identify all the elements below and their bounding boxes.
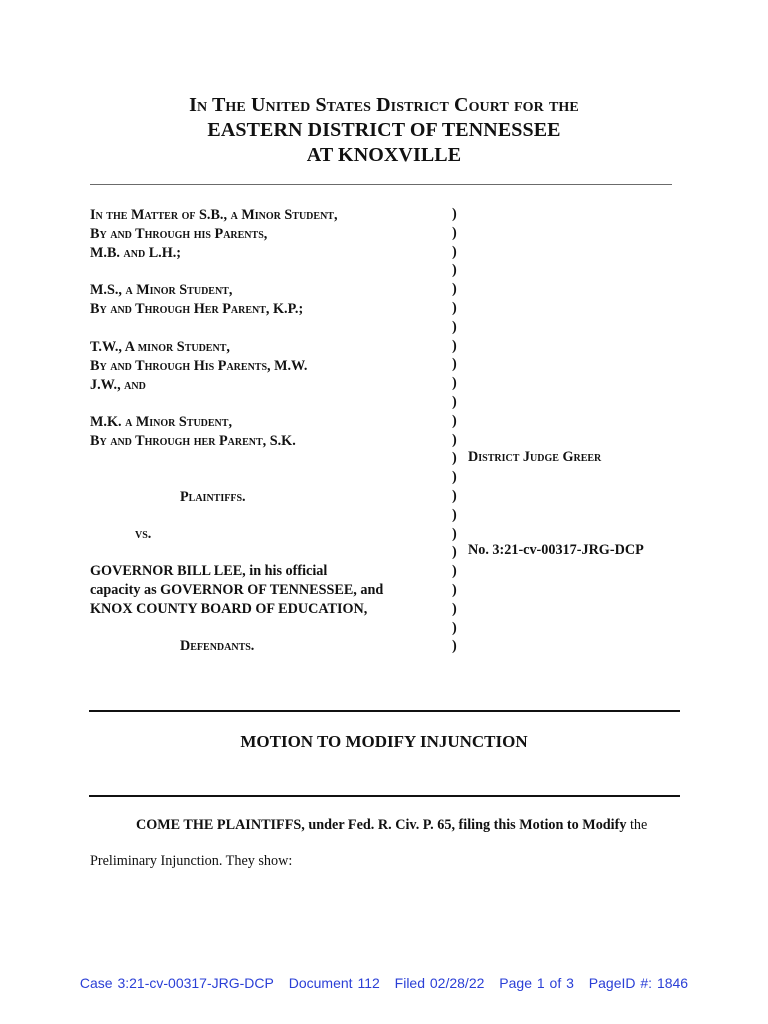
caption-paren: ) (452, 318, 457, 335)
plaintiff-line: M.K. a Minor Student, (90, 414, 232, 430)
body-paragraph-1 (136, 817, 647, 834)
caption-paren: ) (452, 525, 457, 542)
caption-paren: ) (452, 563, 457, 580)
defendants-label: Defendants. (180, 638, 255, 654)
caption-paren: ) (452, 450, 457, 467)
court-location: AT KNOXVILLE (306, 144, 462, 166)
caption-paren: ) (452, 262, 457, 279)
caption-paren: ) (452, 544, 457, 561)
caption-paren: ) (452, 506, 457, 523)
plaintiff-line: J.W., and (90, 377, 146, 393)
plaintiff-line: By and Through His Parents, M.W. (90, 358, 308, 374)
header-divider (90, 184, 672, 185)
plaintiff-line: T.W., A minor Student, (90, 339, 230, 355)
body-paragraph-2: Preliminary Injunction. They show: (90, 853, 293, 869)
plaintiff-line: By and Through his Parents, (90, 226, 268, 242)
title-top-rule (89, 710, 680, 712)
court-district: EASTERN DISTRICT OF TENNESSEE (207, 119, 561, 141)
caption-paren: ) (452, 206, 457, 222)
case-number: No. 3:21-cv-00317-JRG-DCP (468, 542, 644, 558)
caption-paren: ) (452, 281, 457, 298)
footer-pageid: PageID #: 1846 (588, 975, 689, 991)
footer-filed: Filed 02/28/22 (394, 975, 485, 991)
defendant-line: GOVERNOR BILL LEE, in his official (90, 563, 328, 579)
caption-paren: ) (452, 469, 457, 486)
caption-paren: ) (452, 582, 457, 598)
caption-paren: ) (452, 638, 457, 655)
caption-paren: ) (452, 243, 457, 260)
motion-title: MOTION TO MODIFY INJUNCTION (240, 732, 528, 751)
caption-paren: ) (452, 337, 457, 354)
body-bold-lead: COME THE PLAINTIFFS, under Fed. R. Civ. P. 65, filing this Motion to Modify (136, 817, 627, 833)
defendant-line: capacity as GOVERNOR OF TENNESSEE, and (90, 582, 384, 598)
plaintiff-line: By and Through Her Parent, K.P.; (90, 301, 304, 317)
plaintiff-line: By and Through her Parent, S.K. (90, 433, 296, 449)
caption-paren: ) (452, 431, 457, 448)
footer-case: Case 3:21-cv-00317-JRG-DCP (79, 975, 274, 991)
body-continuation: the (626, 817, 648, 833)
caption-paren: ) (452, 300, 457, 316)
caption-paren: ) (452, 224, 457, 241)
case-footer (0, 975, 768, 991)
caption-paren: ) (452, 412, 457, 429)
plaintiff-line: M.S., a Minor Student, (90, 282, 233, 298)
plaintiff-line: M.B. and L.H.; (90, 245, 182, 261)
defendant-line: KNOX COUNTY BOARD OF EDUCATION, (90, 601, 368, 617)
versus-label: vs. (135, 526, 152, 542)
title-bottom-rule (89, 795, 680, 797)
caption-paren: ) (452, 600, 457, 617)
caption-paren: ) (452, 356, 457, 373)
plaintiff-line: In the Matter of S.B., a Minor Student, (90, 207, 338, 223)
judge-label: District Judge Greer (468, 449, 602, 465)
caption-paren: ) (452, 375, 457, 392)
caption-paren: ) (452, 619, 457, 636)
plaintiffs-label: Plaintiffs. (180, 489, 246, 505)
footer-page: Page 1 of 3 (499, 975, 574, 991)
caption-paren: ) (452, 488, 457, 504)
court-name: In The United States District Court for the (189, 94, 579, 116)
caption-paren: ) (452, 394, 457, 410)
footer-document: Document 112 (288, 975, 380, 991)
